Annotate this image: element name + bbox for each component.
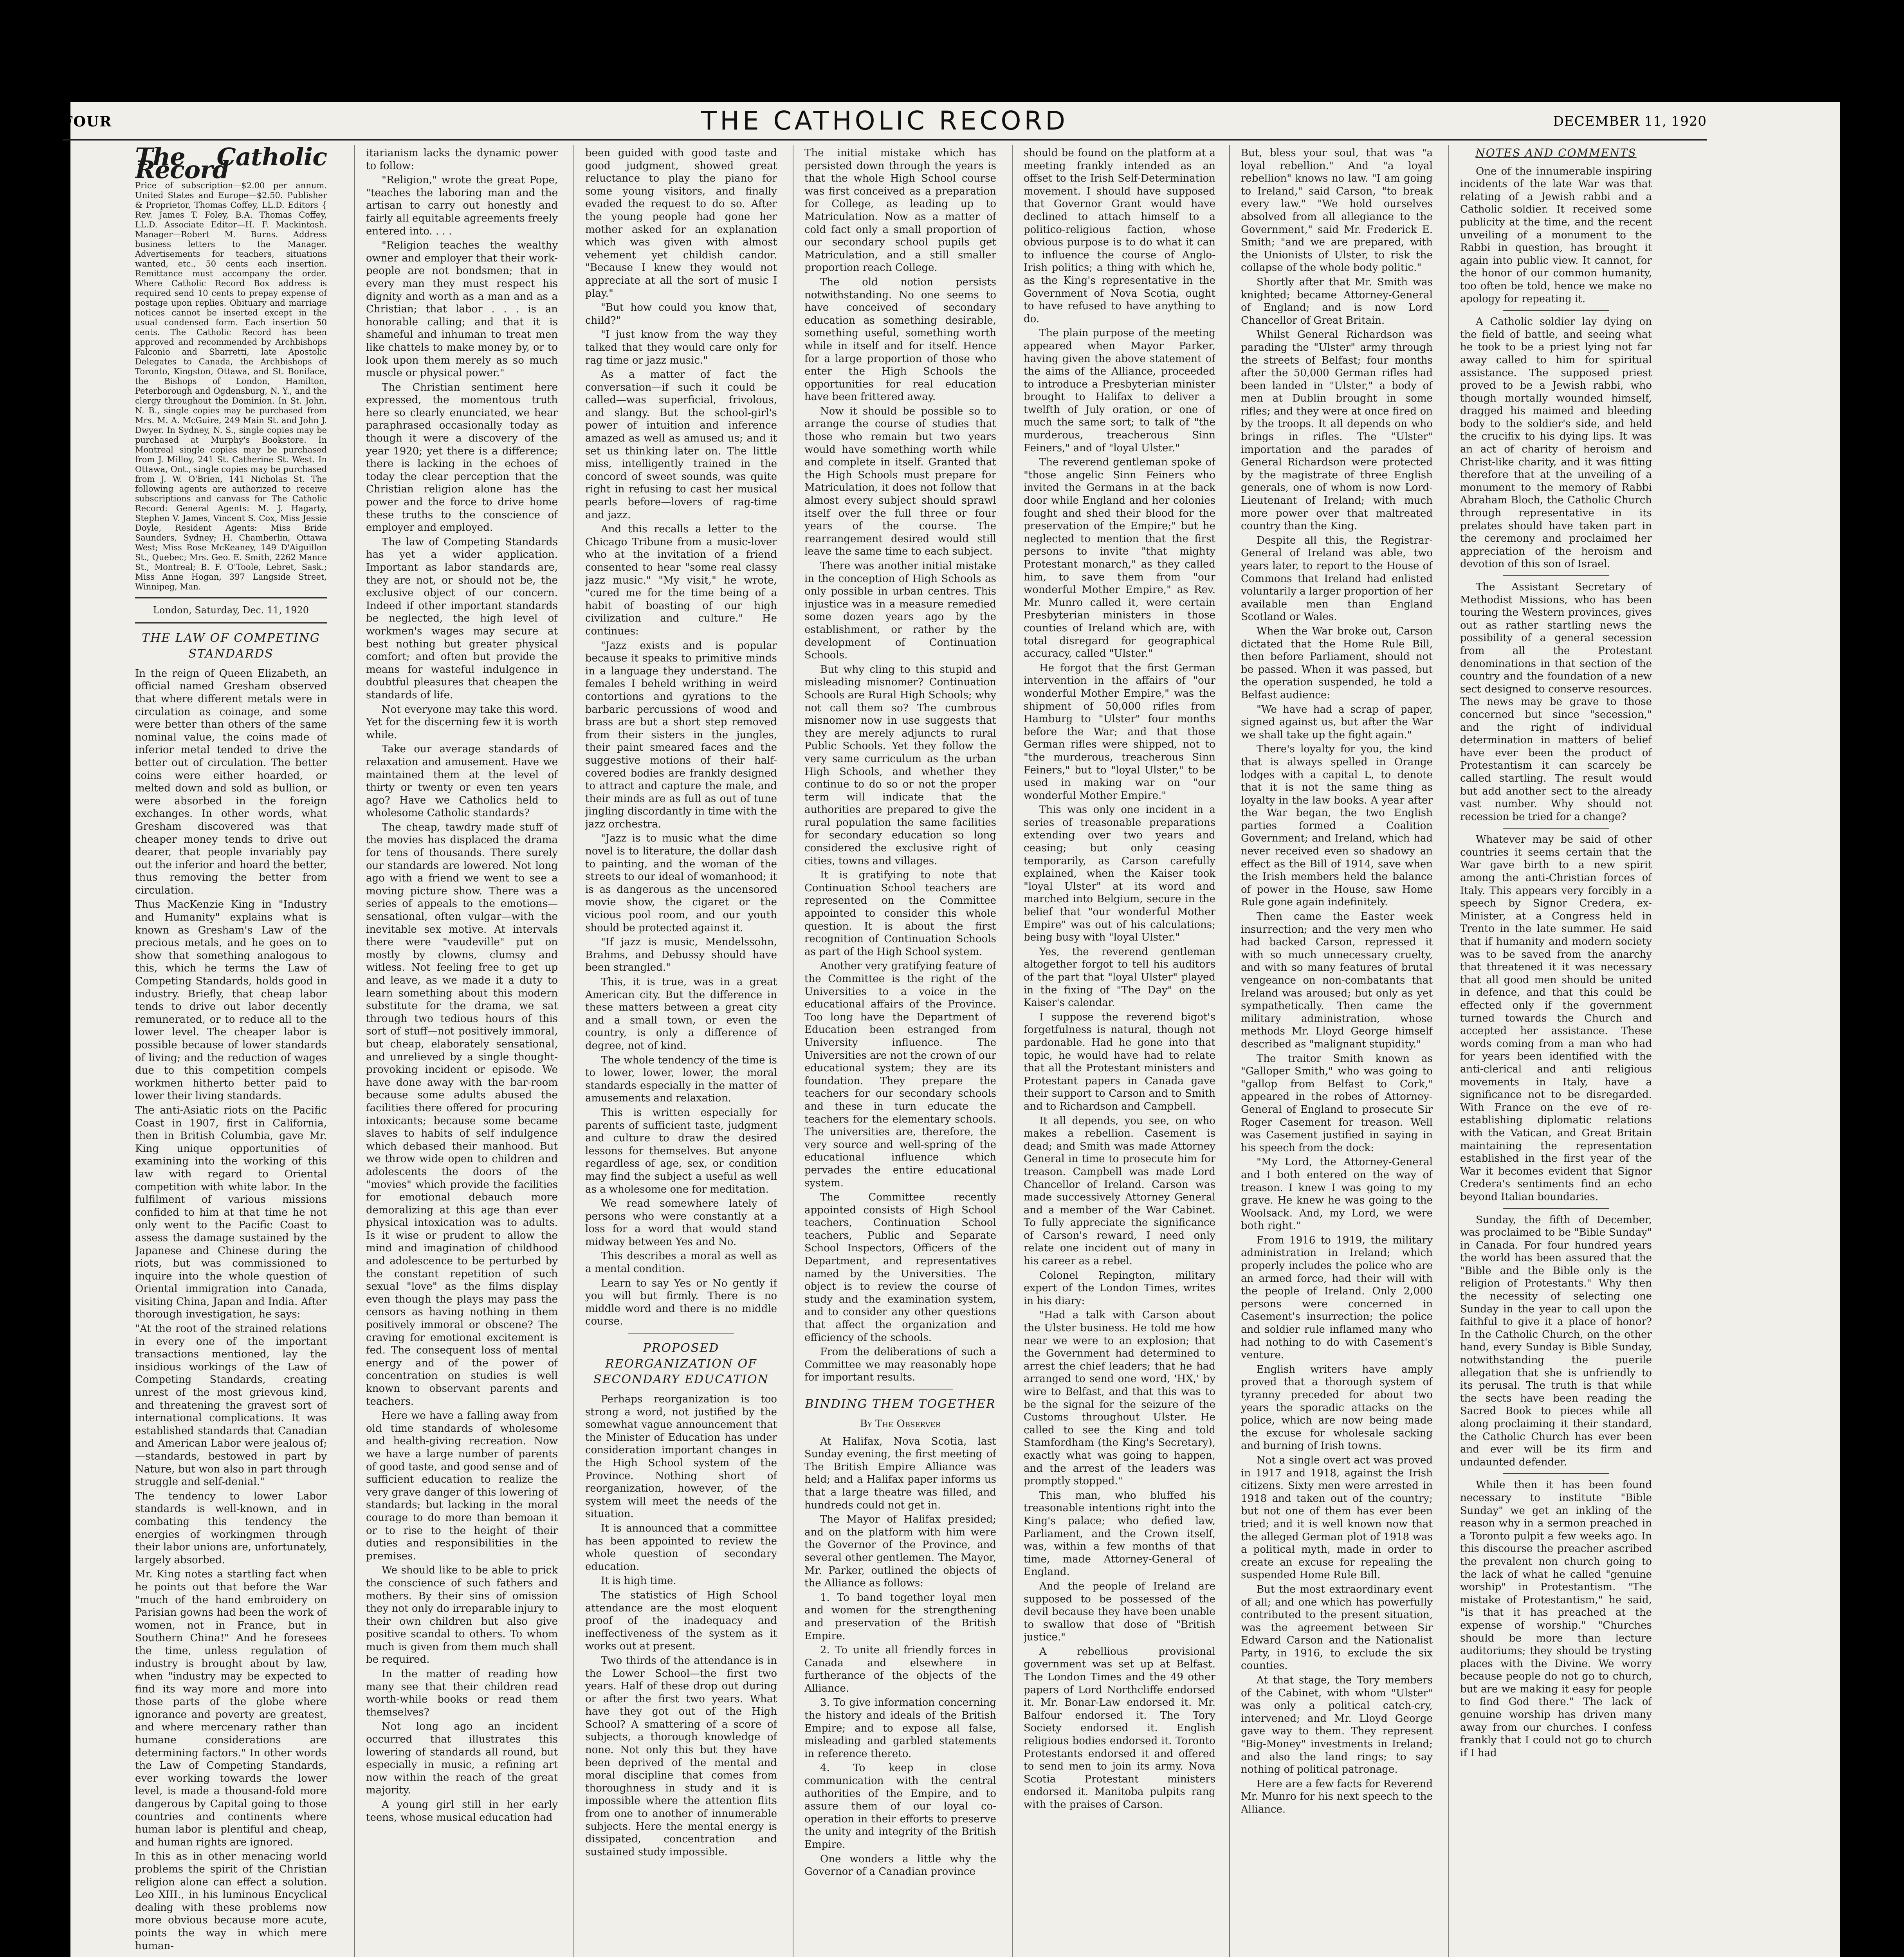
paragraph: This, it is true, was in a great American city. But the difference in these matters between a great city and a small town, or even the country, is only a difference of degree, not of kind. — [585, 976, 777, 1052]
paragraph: The plain purpose of the meeting appeared when Mayor Parker, having given the above statement of the aims of the Alliance, proceeded to introduce a Presbyterian minister brought to Halifax to deliver a twelfth of July oration, or one of much the same sort; to talk of "the murderous, treacherous Sinn Feiners," and of "loyal Ulster." — [1024, 327, 1215, 454]
column-3 — [585, 147, 777, 1957]
paragraph: This was only one incident in a series of treasonable preparations extending over two years and ceasing; but only ceasing temporarily, as Carson carefully explained, when the Kaiser took "loyal Ulster" at its word and marched into Belgium, secure in the belief that "our wonderful Mother Empire" was out of his calculations; being busy with "loyal Ulster." — [1024, 804, 1215, 944]
article-headline: THE LAW OF COMPETING STANDARDS — [142, 631, 320, 661]
paragraph: Take our average standards of relaxation and amusement. Have we maintained them at the level of thirty or twenty or even ten years ago? Have we Catholics held to wholesome Catholic standards? — [366, 743, 558, 819]
paragraph: The old notion persists notwithstanding. No one seems to have conceived of secondary education as something desirable, something useful, something worth while in itself and for itself. Hence for a large proportion of those who enter the High Schools the opportunities for real education have been frittered away. — [804, 276, 996, 403]
nameplate-logo: The Catholic Record — [135, 147, 327, 184]
paragraph: 4. To keep in close communication with the central authorities of the Empire, and to assure them of our loyal co-operation in their efforts to preserve the unity and integrity of the British Empire. — [804, 1762, 996, 1851]
paragraph: should be found on the platform at a meeting frankly intended as an offset to the Irish Self-Determination movement. I should have supposed that Governor Grant would have declined to attach himself to a politico-religious faction, whose obvious purpose is to do what it can to influence the course of Anglo-Irish politics; a thing with which he, as the King's representative in the Government of Nova Scotia, ought to have refused to have anything to do. — [1024, 147, 1215, 325]
paragraph: Shortly after that Mr. Smith was knighted; became Attorney-General of England; and is now Lord Chancellor of Great Britain. — [1241, 276, 1433, 326]
section-divider — [1503, 1473, 1609, 1474]
column-7 — [1460, 147, 1652, 1957]
newspaper-title: THE CATHOLIC RECORD — [701, 106, 1069, 136]
paragraph: itarianism lacks the dynamic power to follow: — [366, 147, 558, 172]
paragraph: When the War broke out, Carson dictated that the Home Rule Bill, then before Parliament, should not be passed. When it was passed, but the operation suspended, he told a Belfast audience: — [1241, 625, 1433, 701]
paragraph: "But how could you know that, child?" — [585, 302, 777, 326]
paragraph: Perhaps reorganization is too strong a word, not justified by the somewhat vague announcement that the Minister of Education has under consideration important changes in the High School system of the Province. Nothing short of reorganization, however, of the system will meet the needs of the situation. — [585, 1393, 777, 1520]
page-number: FOUR — [63, 114, 112, 130]
paragraph: The Christian sentiment here expressed, the momentous truth here so clearly enunciated, we hear paraphrased occasionally today as though it were a discovery of the year 1920; yet there is a difference; there is lacking in the echoes of today the clear perception that the Christian religion alone has the power and the force to drive home these truths to the conscience of employer and employed. — [366, 381, 558, 534]
paragraph: 2. To unite all friendly forces in Canada and elsewhere in furtherance of the objects of the Alliance. — [804, 1644, 996, 1694]
paragraph: There was another initial mistake in the conception of High Schools as only possible in urban centres. This injustice was in a measure remedied some dozen years ago by the establishment, or rather by the development of Continuation Schools. — [804, 560, 996, 661]
paragraph: And the people of Ireland are supposed to be possessed of the devil because they have been unable to swallow that dose of "British justice." — [1024, 1580, 1215, 1643]
paragraph: The Mayor of Halifax presided; and on the platform with him were the Governor of the Province, and several other gentlemen. The Mayor, Mr. Parker, outlined the objects of the Alliance as follows: — [804, 1514, 996, 1589]
paragraph: Sunday, the fifth of December, was proclaimed to be "Bible Sunday" in Canada. For four hundred years the world has been assured that the "Bible and the Bible only is the religion of Protestants." Why then the necessity of selecting one Sunday in the year to call upon the faithful to give it a place of honor? In the Catholic Church, on the other hand, every Sunday is Bible Sunday, notwithstanding the puerile allegation that she is unfriendly to its perusal. The truth is that while the sects have been reading the Sacred Book to pieces while all along proclaiming it their standard, the Catholic Church has ever been and ever will be its firm and undaunted defender. — [1460, 1214, 1652, 1468]
paragraph: This is written especially for parents of sufficient taste, judgment and culture to draw the desired lessons for themselves. But anyone regardless of age, sex, or condition may find the subject a useful as well as a wholesome one for meditation. — [585, 1106, 777, 1195]
paragraph: Now it should be possible so to arrange the course of studies that those who remain but two years would have something worth while and complete in itself. Granted that the High Schools must prepare for Matriculation, it does not follow that almost every subject should sprawl itself over the full three or four years of the course. The rearrangement desired would still leave the same time to each subject. — [804, 405, 996, 558]
paragraph: Yes, the reverend gentleman altogether forgot to tell his auditors of the part that "loyal Ulster" played in the fixing of "The Day" on the Kaiser's calendar. — [1024, 946, 1215, 1009]
column-5 — [1024, 147, 1215, 1957]
article-headline: BINDING THEM TOGETHER — [805, 1397, 996, 1411]
paragraph: "Religion teaches the wealthy owner and employer that their work-people are not bondsmen; that in every man they must respect his dignity and worth as a man and as a Christian; that labor . . . is an honorable calling; and that it is shameful and inhuman to treat men like chattels to make money by, or to look upon them merely as so much muscle or physical power." — [366, 240, 558, 379]
paragraph: been guided with good taste and good judgment, showed great reluctance to play the piano for some young visitors, and finally evaded the request to do so. After the young people had gone her mother asked for an explanation which was given with almost vehement yet childish candor. "Because I knew they would not appreciate at all the sort of music I play." — [585, 147, 777, 299]
paragraph: English writers have amply proved that a thorough system of tyranny preceded for about two years the sporadic attacks on the police, which are now being made the excuse for wholesale sacking and burning of Irish towns. — [1241, 1363, 1433, 1452]
paragraph: At that stage, the Tory members of the Cabinet, with whom "Ulster" was only a political catch-cry, intervened; and Mr. Lloyd George gave way to them. They represent "Big-Money" investments in Ireland; and also the land rings; to say nothing of political patronage. — [1241, 1674, 1433, 1776]
paragraph: The statistics of High School attendance are the most eloquent proof of the inadequacy and ineffectiveness of the system as it works out at present. — [585, 1589, 777, 1652]
paragraph: This man, who bluffed his treasonable intentions right into the King's palace; who defied law, Parliament, and the Crown itself, was, within a few months of that time, made Attorney-General of England. — [1024, 1489, 1215, 1578]
paragraph: While then it has been found necessary to institute "Bible Sunday" we get an inkling of the reason why in a sermon preached in a Toronto pulpit a few weeks ago. In this discourse the preacher ascribed the prevalent non church going to the lack of what he called "genuine worship" in Protestantism. "The mistake of Protestantism," he said, "is that it has preached at the expense of worship." "Churches should be more than lecture auditoriums; they should be trysting places with the Divine. We worry because people do not go to church, but are we making it easy for people to find God there." The lack of genuine worship has driven many away from our churches. I confess frankly that I could not go to church if I had — [1460, 1479, 1652, 1759]
paragraph: We read somewhere lately of persons who were constantly at a loss for a word that would stand midway between Yes and No. — [585, 1198, 777, 1248]
section-divider — [1503, 1208, 1609, 1209]
paragraph: It is gratifying to note that Continuation School teachers are represented on the Committee appointed to consider this whole question. It is about the first recognition of Continuation Schools as part of the High School system. — [804, 869, 996, 958]
paragraph: In the matter of reading how many see that their children read worth-while books or read them themselves? — [366, 1668, 558, 1718]
dateline: London, Saturday, Dec. 11, 1920 — [135, 597, 327, 624]
column-divider — [1012, 145, 1013, 1957]
paragraph: And this recalls a letter to the Chicago Tribune from a music-lover who at the invitation of a friend consented to hear "some real classy jazz music." "My visit," he wrote, "cured me for the time being of a habit of boasting of our high civilization and culture." He continues: — [585, 523, 777, 637]
paragraph: "Jazz exists and is popular because it speaks to primitive minds in a language they understand. The females I beheld writhing in weird contortions and gyrations to the barbaric percussions of wood and brass are but a short step removed from their sisters in the jungles, their paint smeared faces and the suggestive motions of their half-covered bodies are frankly designed to attract and capture the male, and their minds are as full as out of tune jingling discordantly in time with the jazz orchestra. — [585, 640, 777, 830]
paragraph: The cheap, tawdry made stuff of the movies has displaced the drama for tens of thousands. There surely our standards are lowered. Not long ago with a friend we went to see a moving picture show. There was a series of appeals to the emotions—sensational, often vulgar—with the inevitable sex motive. At intervals there were "vaudeville" put on mostly by clowns, clumsy and witless. Not feeling free to get up and leave, as we made it a duty to learn something about this modern substitute for the drama, we sat through two tedious hours of this sort of stuff—not positively immoral, but cheap, elaborately sensational, and unrelieved by a single thought-provoking incident or episode. We have done away with the bar-room because some adults abused the facilities there offered for procuring intoxicants; because some became slaves to habits of self indulgence which debased their manhood. But we throw wide open to children and adolescents the doors of the "movies" which provide the facilities for emotional debauch more demoralizing at this age than ever physical intoxication was to adults. Is it wise or prudent to allow the mind and imagination of childhood and adolescence to be perturbed by the constant repetition of such sexual "love" as the films display even though the plays may pass the censors as having nothing in them positively immoral or obscene? The craving for emotional excitement is fed. The consequent loss of mental energy and of the power of concentration on studies is well known to observant parents and teachers. — [366, 821, 558, 1407]
paragraph: He forgot that the first German intervention in the affairs of "our wonderful Mother Empire," was the shipment of 50,000 rifles from Hamburg to "Ulster" four months before the War; and that those German rifles were shipped, not to "the murderous, treacherous Sinn Feiners," but to "loyal Ulster," to be used in making war on "our wonderful Mother Empire." — [1024, 662, 1215, 802]
paragraph: Two thirds of the attendance is in the Lower School—the first two years. Half of these drop out during or after the first two years. What have they got out of the High School? A smattering of a score of subjects, a thorough knowledge of none. Not only this but they have been deprived of the mental and moral discipline that comes from thoroughness in study and it is impossible where the attention flits from one to another of innumerable subjects. Here the mental energy is dissipated, concentration and sustained study impossible. — [585, 1654, 777, 1858]
paragraph: The reverend gentleman spoke of "those angelic Sinn Feiners who invited the Germans in at the back door while England and her colonies fought and shed their blood for the preservation of the Empire;" but he neglected to mention that the first persons to invite "that mighty Protestant monarch," as they called him, to save them from "our wonderful Mother Empire," as Rev. Mr. Munro called it, were certain Presbyterian ministers in those counties of Ireland which are, with total disregard for geographical accuracy, called "Ulster." — [1024, 456, 1215, 660]
paragraph: The tendency to lower Labor standards is well-known, and in combating this tendency the energies of workingmen through their labor unions are, unfortunately, largely absorbed. — [135, 1490, 327, 1566]
paragraph: Then came the Easter week insurrection; and the very men who had backed Carson, repressed it with so much unnecessary cruelty, and with so many features of brutal vengeance on non-combatants that Ireland was aroused; but only as yet sympathetically. Then came the military administration, whose methods Mr. Lloyd George himself described as "malignant stupidity." — [1241, 911, 1433, 1050]
paragraph: From the deliberations of such a Committee we may reasonably hope for important results. — [804, 1346, 996, 1384]
paragraph: It is announced that a committee has been appointed to review the whole question of secondary education. — [585, 1522, 777, 1573]
paragraph: The Assistant Secretary of Methodist Missions, who has been touring the Western provinces, gives out as rather startling news the possibility of a general secession from all the Protestant denominations in that section of the country and the foundation of a new sect designed to conserve resources. The news may be grave to those concerned but since "secession," and the right of individual determination in matters of belief have ever been the product of Protestantism it can scarcely be called startling. The result would but add another sect to the already vast number. Why should not recession be tried for a change? — [1460, 581, 1652, 823]
column-divider — [1448, 145, 1449, 1957]
paragraph: From 1916 to 1919, the military administration in Ireland; which properly includes the police who are an armed force, had their will with the people of Ireland. Only 2,000 persons were concerned in Casement's insurrection; the police and soldier rule inflamed many who had nothing to do with Casement's venture. — [1241, 1234, 1433, 1361]
paragraph: Here are a few facts for Reverend Mr. Munro for his next speech to the Alliance. — [1241, 1778, 1433, 1815]
paragraph: "Religion," wrote the great Pope, "teaches the laboring man and the artisan to carry out honestly and fairly all equitable agreements freely entered into. . . . — [366, 174, 558, 237]
masthead-rule — [63, 139, 1707, 141]
paragraph: "If jazz is music, Mendelssohn, Brahms, and Debussy should have been strangled." — [585, 936, 777, 974]
paragraph: "My Lord, the Attorney-General and I both entered on the way of treason. I knew I was going to my grave. He knew he was going to the Woolsack. And, my Lord, we were both right." — [1241, 1156, 1433, 1232]
paragraph: At Halifax, Nova Scotia, last Sunday evening, the first meeting of The British Empire Alliance was held; and a Halifax paper informs us that a large theatre was filled, and hundreds could not get in. — [804, 1435, 996, 1511]
paragraph: Whilst General Richardson was parading the "Ulster" army through the streets of Belfast; four months after the 50,000 German rifles had been landed in "Ulster," a body of men at Dublin brought in some rifles; and they were at once fired on by the troops. It all depends on who brings in rifles. The "Ulster" importation and the parades of General Richardson were protected by the magistrate of three English generals, one of whom is now Lord-Lieutenant of Ireland; with much more power over that maltreated country than the King. — [1241, 329, 1433, 532]
paragraph: As a matter of fact the conversation—if such it could be called—was superficial, frivolous, and slangy. But the school-girl's power of intuition and inference amazed as well as amused us; and it set us thinking later on. The little miss, intelligently trained in the concord of sweet sounds, was quite right in refusing to cast her musical pearls before—lovers of rag-time and jazz. — [585, 369, 777, 521]
paragraph: Learn to say Yes or No gently if you will but firmly. There is no middle word and there is no middle course. — [585, 1277, 777, 1328]
issue-date: DECEMBER 11, 1920 — [1553, 114, 1707, 129]
column-2 — [366, 147, 558, 1957]
paragraph: A young girl still in her early teens, whose musical education had — [366, 1799, 558, 1824]
paragraph: Not long ago an incident occurred that illustrates this lowering of standards all round, but especially in music, a refining art now within the reach of the great majority. — [366, 1721, 558, 1797]
paragraph: This describes a moral as well as a mental condition. — [585, 1250, 777, 1275]
column-4 — [804, 147, 996, 1957]
article-headline: PROPOSED REORGANIZATION OF SECONDARY EDUCATION — [593, 1341, 769, 1387]
paragraph: Mr. King notes a startling fact when he points out that before the War "much of the hand embroidery on Parisian gowns had been the work of women, not in France, but in Southern China!" And he foresees the time, unless regulation of industry is brought about by law, when "industry may be expected to find its way more and more into those parts of the globe where ignorance and poverty are greatest, and where mercenary rather than humane considerations are determining factors." In other words the Law of Competing Standards, ever working towards the lower level, is made a thousand-fold more dangerous by Capital going to those countries and continents where human labor is plentiful and cheap, and human rights are ignored. — [135, 1568, 327, 1848]
paragraph: In this as in other menacing world problems the spirit of the Christian religion alone can effect a solution. Leo XIII., in his luminous Encyclical dealing with these problems now more obvious because more acute, points the way in which mere human- — [135, 1851, 327, 1952]
paragraph: A Catholic soldier lay dying on the field of battle, and seeing what he took to be a priest lying not far away called to him for spiritual assistance. The supposed priest proved to be a Jewish rabbi, who though mortally wounded himself, dragged his maimed and bleeding body to the soldier's side, and held the crucifix to his dying lips. It was an act of charity of heroism and Christ-like charity, and it was fitting therefore that at the unveiling of a monument to the memory of Rabbi Abraham Bloch, the Catholic Church through representative in its prelates should have taken part in the ceremony and proclaimed her appreciation of the heroism and devotion of this son of Israel. — [1460, 316, 1652, 570]
column-divider — [1229, 145, 1230, 1957]
paragraph: Despite all this, the Registrar-General of Ireland was able, two years later, to report to the House of Commons that Ireland had enlisted voluntarily a larger proportion of her available men than England Scotland or Wales. — [1241, 534, 1433, 623]
paragraph: Not a single overt act was proved in 1917 and 1918, against the Irish citizens. Sixty men were arrested in 1918 and taken out of the country; but not one of them has ever been tried; and it is well known now that the alleged German plot of 1918 was a political myth, made in order to create an excuse for repealing the suspended Home Rule Bill. — [1241, 1454, 1433, 1581]
paragraph: 3. To give information concerning the history and ideals of the British Empire; and to expose all false, misleading and garbled statements in reference thereto. — [804, 1697, 996, 1760]
paragraph: It is high time. — [601, 1575, 676, 1587]
paragraph: The Committee recently appointed consists of High School teachers, Continuation School teachers, Public and Separate School Inspectors, Officers of the Department, and representatives named by the Universities. The object is to review the course of study and the examination system, and to consider any other questions that affect the organization and efficiency of the schools. — [804, 1191, 996, 1344]
column-1 — [135, 147, 327, 1957]
paragraph: Whatever may be said of other countries it seems certain that the War gave birth to a new spirit among the anti-Christian forces of Italy. This appears very forcibly in a speech by Signor Credera, ex-Minister, at a Congress held in Trento in the late summer. He said that if humanity and modern society was to be saved from the anarchy that threatened it it was necessary that all good men should be united in defence, and that this could be effected only if the government turned towards the Church and accepted her assistance. These words coming from a man who had for years been identified with the anti-clerical and anti religious movements in Italy, have a significance not to be disregarded. With France on the eve of re-establishing diplomatic relations with the Vatican, and Great Britain maintaining the representation established in the first year of the War it becomes evident that Signor Credera's sentiments find an echo beyond Italian boundaries. — [1460, 834, 1652, 1203]
paragraph: It all depends, you see, on who makes a rebellion. Casement is dead; and Smith was made Attorney General in time to prosecute him for treason. Campbell was made Lord Chancellor of Ireland. Carson was made successively Attorney General and a member of the War Cabinet. To fully appreciate the significance of Carson's reward, I need only relate one incident out of many in his career as a rebel. — [1024, 1115, 1215, 1267]
paragraph: "At the root of the strained relations in every one of the important transactions mentioned, lay the insidious workings of the Law of Competing Standards, creating unrest of the most grievous kind, and threatening the gravest sort of international complications. It was established standards that Canadian and American Labor were jealous of;—standards, bestowed in part by Nature, but won also in part through struggle and self-denial." — [135, 1323, 327, 1488]
paragraph: But, bless your soul, that was "a loyal rebellion." And "a loyal rebellion" knows no law. "I am going to Ireland," said Carson, "to break every law." "We hold ourselves absolved from all allegiance to the Government," said Mr. Frederick E. Smith; "and we are prepared, with the Unionists of Ulster, to risk the collapse of the whole body politic." — [1241, 147, 1433, 274]
paragraph: 1. To band together loyal men and women for the strengthening and preservation of the British Empire. — [804, 1591, 996, 1642]
paragraph: The initial mistake which has persisted down through the years is that the whole High School course was first conceived as a preparation for College, as leading up to Matriculation. Now as a matter of cold fact only a small proportion of our secondary school pupils get Matriculation, and a still smaller proportion reach College. — [804, 147, 996, 274]
paragraph: "We have had a scrap of paper, signed against us, but after the War we shall take up the fight again." — [1241, 703, 1433, 741]
paragraph: A rebellious provisional government was set up at Belfast. The London Times and the 49 other papers of Lord Northcliffe endorsed it. Mr. Bonar-Law endorsed it. Mr. Balfour endorsed it. The Tory Society endorsed it. English religious bodies endorsed it. Toronto Protestants endorsed it and offered to send men to join its army. Nova Scotia Protestant ministers endorsed it. Manitoba pulpits rang with the praises of Carson. — [1024, 1645, 1215, 1811]
column-divider — [573, 145, 574, 1957]
paragraph: Not everyone may take this word. Yet for the discerning few it is worth while. — [366, 703, 558, 741]
paragraph: "Had a talk with Carson about the Ulster business. He told me how near we were to an explosion; that the Government had determined to arrest the chief leaders; that he had arranged to send one word, 'HX,' by wire to Belfast, and that this was to be the signal for the seizure of the Customs throughout Ulster. He called to see the King and told Stamfordham (the King's Secretary), exactly what was going to happen, and the arrest of the leaders was promptly stopped." — [1024, 1309, 1215, 1487]
column-divider — [354, 145, 355, 1957]
paragraph: "I just know from the way they talked that they would care only for rag time or jazz music." — [585, 329, 777, 366]
paragraph: Thus MacKenzie King in "Industry and Humanity" explains what is known as Gresham's Law of the precious metals, and he goes on to show that something analogous to this, which he terms the Law of Competing Standards, holds good in industry. Briefly, that cheap labor tends to drive out labor decently remunerated, or to reduce all to the lower level. The cheaper labor is possible because of lower standards of living; and the reduction of wages due to this competition compels workmen hitherto better paid to lower their living standards. — [135, 899, 327, 1102]
byline: By The Observer — [860, 1418, 941, 1430]
paragraph: I suppose the reverend bigot's forgetfulness is natural, though not pardonable. Had he gone into that topic, he would have had to relate that all the Protestant ministers and Protestant papers in Canada gave their support to Carson and to Smith and to Richardson and Campbell. — [1024, 1011, 1215, 1112]
column-6 — [1241, 147, 1433, 1957]
paragraph: One wonders a little why the Governor of a Canadian province — [804, 1853, 996, 1878]
paragraph: But the most extraordinary event of all; and one which has powerfully contributed to the present situation, was the agreement between Sir Edward Carson and the Nationalist Party, in 1916, to exclude the six counties. — [1241, 1583, 1433, 1672]
section-headline: NOTES AND COMMENTS — [1475, 147, 1637, 159]
section-divider — [1503, 828, 1609, 829]
paragraph: We should like to be able to prick the conscience of such fathers and mothers. By their sins of omission they not only do irreparable injury to their own children but also give positive scandal to others. To whom much is given from them much shall be required. — [366, 1564, 558, 1666]
paragraph: Another very gratifying feature of the Committee is the right of the Universities to a voice in the educational affairs of the Province. Too long have the Department of Education been estranged from University influence. The Universities are not the crown of our educational system; they are its foundation. They prepare the teachers for our secondary schools and these in turn educate the teachers for the elementary schools. The universities are, therefore, the very source and well-spring of the educational influence which pervades the entire educational system. — [804, 960, 996, 1189]
paragraph: One of the innumerable inspiring incidents of the late War was that relating of a Jewish rabbi and a Catholic soldier. It received some publicity at the time, and the recent unveiling of a monument to the Rabbi in question, has brought it again into public view. It cannot, for the honor of our common humanity, too often be told, hence we make no apology for repeating it. — [1460, 165, 1652, 305]
section-divider — [1503, 575, 1609, 576]
paragraph: The traitor Smith known as "Galloper Smith," who was going to "gallop from Belfast to Cork," appeared in the robes of Attorney-General of England to prosecute Sir Roger Casement for treason. Well was Casement justified in saying in his speech from the dock: — [1241, 1052, 1433, 1154]
paragraph: The whole tendency of the time is to lower, lower, lower, the moral standards especially in the matter of amusements and relaxation. — [585, 1054, 777, 1105]
paragraph: Here we have a falling away from old time standards of wholesome and health-giving recreation. Now we have a large number of parents of good taste, and good sense and of sufficient education to realize the very grave danger of this lowering of standards; but lacking in the moral courage to do more than bemoan it or to rise to the height of their duties and responsibilities in the premises. — [366, 1410, 558, 1562]
section-divider — [1503, 310, 1609, 311]
paragraph: The anti-Asiatic riots on the Pacific Coast in 1907, first in California, then in British Columbia, gave Mr. King unique opportunities of examining into the working of this law with regard to Oriental competition with white labor. In the fulfilment of various missions confided to him at that time he not only went to the Pacific Coast to assess the damage sustained by the Japanese and Chinese during the riots, but was commissioned to inquire into the whole question of Oriental immigration into Canada, visiting China, Japan and India. After thorough investigation, he says: — [135, 1104, 327, 1321]
paragraph: But why cling to this stupid and misleading misnomer? Continuation Schools are Rural High Schools; why not call them so? The cumbrous misnomer now in use suggests that they are merely adjuncts to rural Public Schools. Yet they follow the very same curriculum as the urban High Schools, and whether they continue to do so or not the proper term will indicate that the authorities are prepared to give the rural population the same facilities for secondary education so long considered the exclusive right of cities, towns and villages. — [804, 663, 996, 867]
paragraph: The law of Competing Standards has yet a wider application. Important as labor standards are, they are not, or should not be, the exclusive object of our concern. Indeed if other important standards be neglected, the high level of workmen's wages may secure at best nothing but greater physical comfort; and often but provide the means for wasteful indulgence in doubtful pleasures that cheapen the standards of life. — [366, 536, 558, 701]
paragraph: In the reign of Queen Elizabeth, an official named Gresham observed that where different metals were in circulation as coinage, and some were better than others of the same nominal value, the coins made of inferior metal tended to drive the better out of circulation. The better coins were either hoarded, or melted down and sold as bullion, or were absorbed in the foreign exchanges. In other words, what Gresham discovered was that cheaper money tends to drive out dearer, that people invariably pay out the inferior and hoard the better, thus removing the better from circulation. — [135, 667, 327, 896]
paragraph: There's loyalty for you, the kind that is always spelled in Orange lodges with a capital L, to denote that it is not the same thing as loyalty in the law books. A year after the War began, the two English parties formed a Coalition Government; and Ireland, which had never received even so shadowy an effect as the Bill of 1914, save when the Irish members held the balance of power in the House, saw Home Rule gone again indefinitely. — [1241, 743, 1433, 908]
publication-info: Price of subscription—$2.00 per annum. United States and Europe—$2.50. Publisher & Proprietor, Thomas Coffey, LL.D. Editors { Rev. James T. Foley, B.A. Thomas Coffey, LL.D. Associate Editor—H. F. Mackintosh. Manager—Robert M. Burns. Address business letters to the Manager. Advertisements for teachers, situations wanted, etc., 50 cents each insertion. Remittance must accompany the order. Where Catholic Record Box address is required send 10 cents to prepay expense of postage upon replies. Obituary and marriage notices cannot be inserted except in the usual condensed form. Each insertion 50 cents. The Catholic Record has been approved and recommended by Archbishops Falconio and Sbarretti, late Apostolic Delegates to Canada, the Archbishops of Toronto, Kingston, Ottawa, and St. Boniface, the Bishops of London, Hamilton, Peterborough and Ogdensburg, N. Y., and the clergy throughout the Dominion. In St. John, N. B., single copies may be purchased from Mrs. M. A. McGuire, 249 Main St. and John J. Dwyer. In Sydney, N. S., single copies may be purchased at Murphy's Bookstore. In Montreal single copies may be purchased from J. Milloy, 241 St. Catherine St. West. In Ottawa, Ont., single copies may be purchased from J. W. O'Brien, 141 Nicholas St. The following agents are authorized to receive subscriptions and canvass for The Catholic Record: General Agents: M. J. Hagarty, Stephen V. James, Vincent S. Cox, Miss Jessie Doyle, Resident Agents: Miss Bride Saunders, Sydney; H. Chamberlin, Ottawa West; Miss Rose McKeaney, 149 D'Aiguillon St., Quebec; Mrs. Geo. E. Smith, 2262 Mance St., Montreal; B. F. O'Toole, Lebret, Sask.; Miss Anne Hogan, 397 Langside Street, Winnipeg, Man. — [135, 181, 327, 592]
paragraph: Colonel Repington, military expert of the London Times, writes in his diary: — [1024, 1269, 1215, 1307]
masthead — [63, 106, 1707, 137]
paragraph: "Jazz is to music what the dime novel is to literature, the dollar dash to painting, and the woman of the streets to our ideal of womanhood; it is as dangerous as the uncensored movie show, the cigaret or the vicious pool room, and our youth should be protected against it. — [585, 833, 777, 934]
